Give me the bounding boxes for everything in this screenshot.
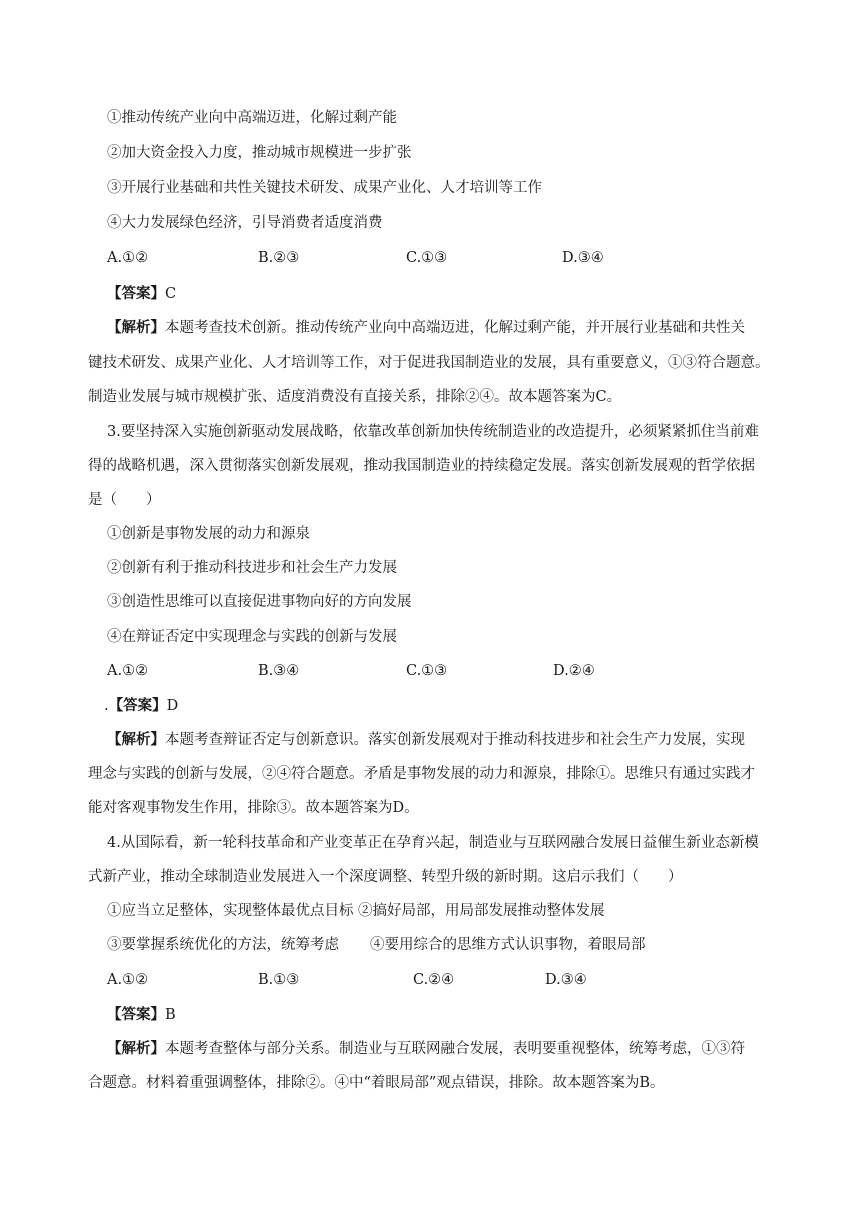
answer-prefix: . bbox=[104, 698, 109, 714]
q2-choice-b: B.②③ bbox=[258, 250, 300, 266]
q3-stem-line-1: 3.要坚持深入实施创新驱动发展战略，依靠改革创新加快传统制造业的改造提升，必须紧紧抓住当前难 bbox=[107, 424, 759, 440]
q3-option-2: ②创新有利于推动科技进步和社会生产力发展 bbox=[107, 560, 397, 576]
answer-value: D bbox=[166, 698, 179, 714]
q2-analysis-line-1 bbox=[107, 318, 745, 338]
analysis-text: 本题考查技术创新。推动传统产业向中高端迈进，化解过剩产能，并开展行业基础和共性关 bbox=[165, 320, 745, 336]
q4-choice-a: A.①② bbox=[107, 972, 149, 988]
q2-option-4: ④大力发展绿色经济，引导消费者适度消费 bbox=[107, 215, 383, 231]
q2-answer bbox=[107, 284, 176, 304]
q3-option-3: ③创造性思维可以直接促进事物向好的方向发展 bbox=[107, 594, 412, 610]
q4-stem-line-2: 式新产业，推动全球制造业发展进入一个深度调整、转型升级的新时期。这启示我们（ ） bbox=[88, 869, 683, 885]
q3-choice-b: B.③④ bbox=[258, 663, 300, 679]
q2-choice-d: D.③④ bbox=[562, 250, 604, 266]
answer-tag: 【答案】 bbox=[107, 285, 165, 302]
q2-analysis-line-2: 键技术研发、成果产业化、人才培训等工作，对于促进我国制造业的发展，具有重要意义，①③符合题意。 bbox=[88, 355, 770, 371]
q3-choice-d: D.②④ bbox=[553, 663, 595, 679]
q3-stem-line-2: 得的战略机遇，深入贯彻落实创新发展观，推动我国制造业的持续稳定发展。落实创新发展观的哲学依据 bbox=[88, 458, 755, 474]
q3-choice-c: C.①③ bbox=[406, 663, 448, 679]
answer-value: B bbox=[165, 1007, 176, 1023]
q4-choice-b: B.①③ bbox=[258, 972, 300, 988]
q2-choice-a: A.①② bbox=[107, 250, 149, 266]
q4-option-3: ③要掌握系统优化的方法，统筹考虑 bbox=[107, 937, 339, 953]
analysis-tag: 【解析】 bbox=[107, 319, 165, 336]
q4-choice-d: D.③④ bbox=[545, 972, 587, 988]
q4-choice-c: C.②④ bbox=[413, 972, 455, 988]
q4-analysis-line-2: 合题意。材料着重强调整体，排除②。④中“着眼局部”观点错误，排除。故本题答案为B。 bbox=[88, 1075, 665, 1091]
q4-option-4: ④要用综合的思维方式认识事物，着眼局部 bbox=[370, 937, 646, 953]
answer-tag: 【答案】 bbox=[108, 697, 167, 714]
q4-answer bbox=[107, 1005, 176, 1025]
answer-tag: 【答案】 bbox=[107, 1006, 165, 1023]
analysis-tag: 【解析】 bbox=[107, 1040, 165, 1057]
q4-option-1: ①应当立足整体，实现整体最优点目标 bbox=[107, 903, 354, 919]
q4-analysis-line-1 bbox=[107, 1039, 745, 1059]
analysis-text: 本题考查辩证否定与创新意识。落实创新发展观对于推动科技进步和社会生产力发展，实现 bbox=[165, 732, 745, 748]
analysis-text: 本题考查整体与部分关系。制造业与互联网融合发展，表明要重视整体，统筹考虑，①③符 bbox=[165, 1041, 745, 1057]
answer-value: C bbox=[165, 286, 177, 302]
q3-answer bbox=[104, 696, 178, 716]
q4-stem-line-1: 4.从国际看，新一轮科技革命和产业变革正在孕育兴起，制造业与互联网融合发展日益催生新业态新模 bbox=[107, 835, 759, 851]
q2-analysis-line-3: 制造业发展与城市规模扩张、适度消费没有直接关系，排除②④。故本题答案为C。 bbox=[88, 389, 622, 405]
q3-analysis-line-3: 能对客观事物发生作用，排除③。故本题答案为D。 bbox=[88, 800, 419, 816]
q3-stem-line-3: 是（ ） bbox=[88, 492, 161, 508]
q3-analysis-line-1 bbox=[107, 730, 745, 750]
q3-choice-a: A.①② bbox=[107, 663, 149, 679]
q2-choice-c: C.①③ bbox=[406, 250, 448, 266]
q3-analysis-line-2: 理念与实践的创新与发展，②④符合题意。矛盾是事物发展的动力和源泉，排除①。思维只有通过实践才 bbox=[88, 766, 755, 782]
q2-option-3: ③开展行业基础和共性关键技术研发、成果产业化、人才培训等工作 bbox=[107, 180, 542, 196]
q3-option-1: ①创新是事物发展的动力和源泉 bbox=[107, 526, 310, 542]
analysis-tag: 【解析】 bbox=[107, 731, 165, 748]
q2-option-1: ①推动传统产业向中高端迈进，化解过剩产能 bbox=[107, 110, 397, 126]
q4-option-2: ②搞好局部，用局部发展推动整体发展 bbox=[358, 903, 605, 919]
q2-option-2: ②加大资金投入力度，推动城市规模进一步扩张 bbox=[107, 145, 412, 161]
q3-option-4: ④在辩证否定中实现理念与实践的创新与发展 bbox=[107, 629, 397, 645]
